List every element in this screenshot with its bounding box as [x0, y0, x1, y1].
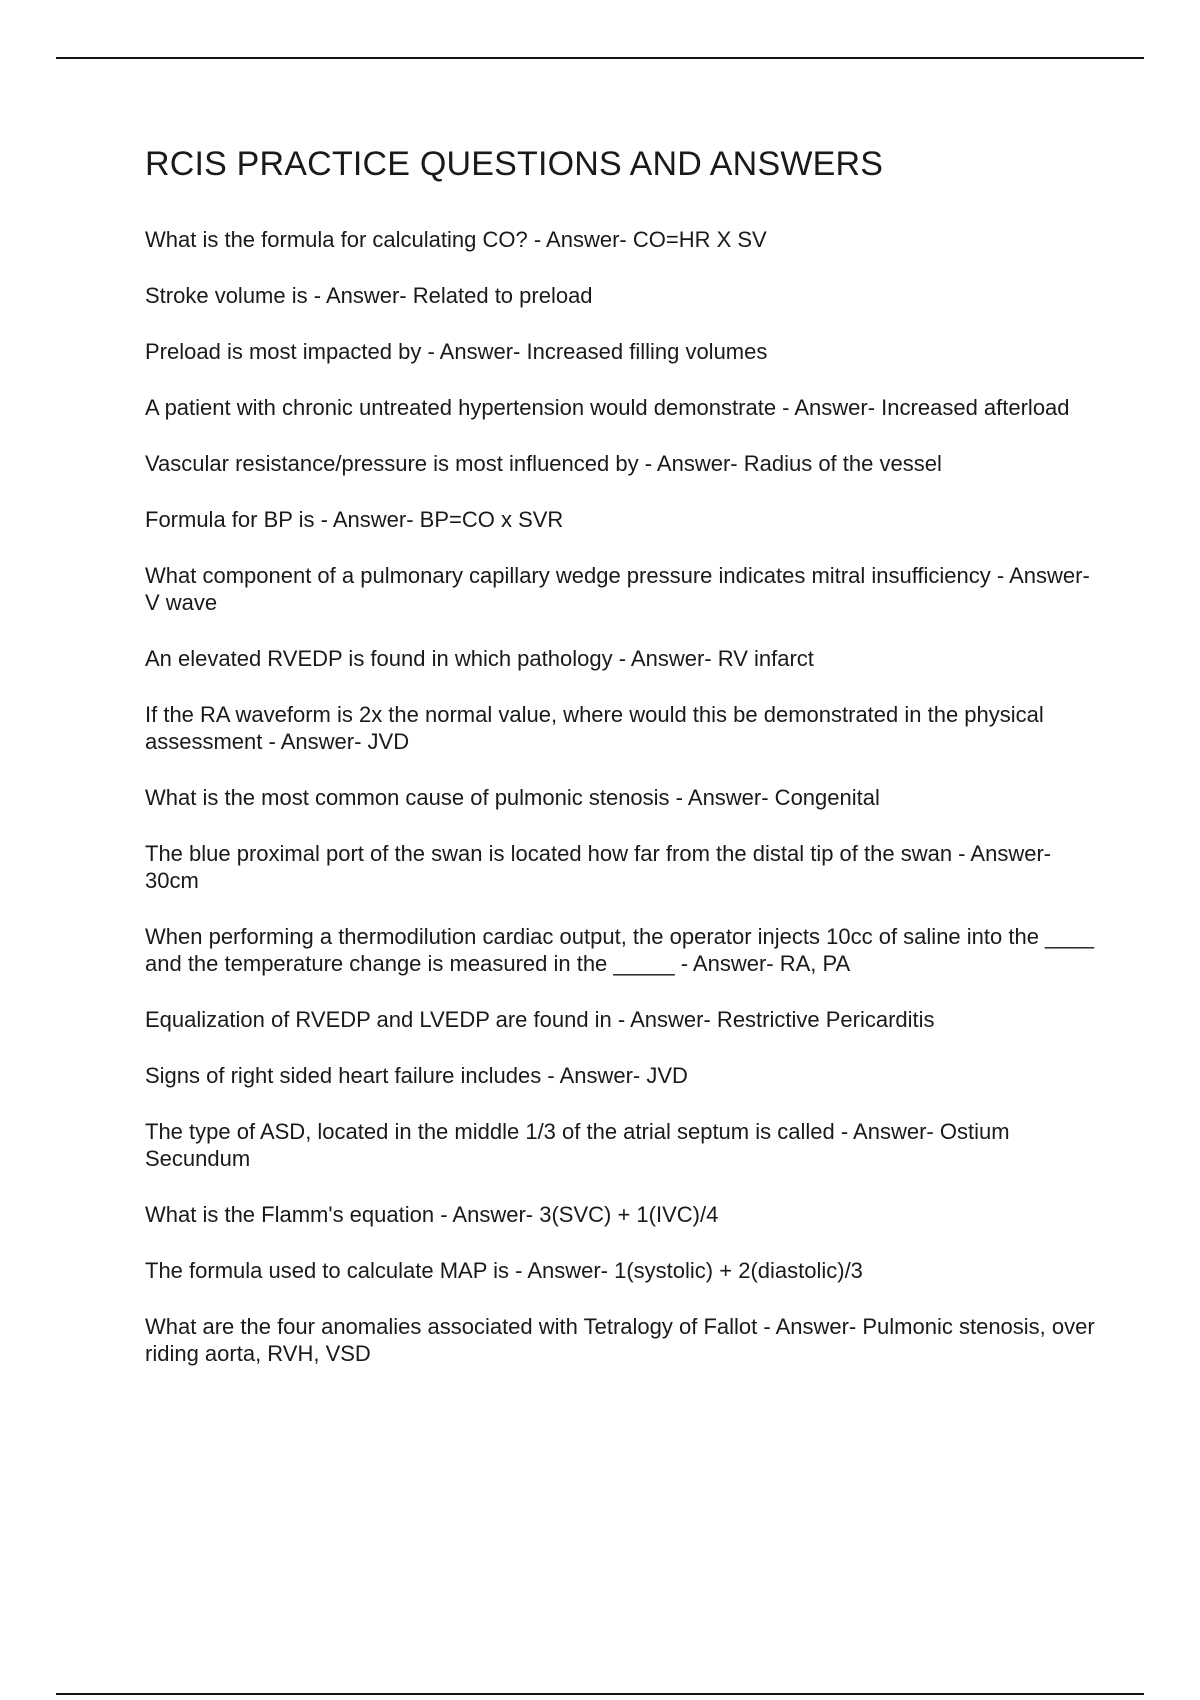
- qa-item: The formula used to calculate MAP is - Answer- 1(systolic) + 2(diastolic)/3: [145, 1258, 863, 1283]
- qa-item: Signs of right sided heart failure includes - Answer- JVD: [145, 1063, 688, 1088]
- qa-item: If the RA waveform is 2x the normal value, where would this be demonstrated in the physical assessment - Answer- JVD: [145, 702, 1044, 754]
- qa-item: What are the four anomalies associated with Tetralogy of Fallot - Answer- Pulmonic stenosis, over riding aorta, RVH, VSD: [145, 1314, 1095, 1366]
- qa-list: [145, 226, 1095, 1367]
- qa-item: What is the Flamm's equation - Answer- 3(SVC) + 1(IVC)/4: [145, 1202, 719, 1227]
- qa-item: The blue proximal port of the swan is located how far from the distal tip of the swan - Answer- 30cm: [145, 841, 1052, 893]
- qa-item: Equalization of RVEDP and LVEDP are found in - Answer- Restrictive Pericarditis: [145, 1007, 935, 1032]
- qa-item: A patient with chronic untreated hypertension would demonstrate - Answer- Increased afterload: [145, 395, 1070, 420]
- qa-item: An elevated RVEDP is found in which pathology - Answer- RV infarct: [145, 646, 814, 671]
- qa-item: What component of a pulmonary capillary wedge pressure indicates mitral insufficiency - Answer- V wave: [145, 563, 1090, 615]
- document-body: [145, 140, 1095, 1396]
- qa-item: Stroke volume is - Answer- Related to preload: [145, 283, 593, 308]
- qa-item: Vascular resistance/pressure is most influenced by - Answer- Radius of the vessel: [145, 451, 942, 476]
- bottom-divider: [56, 1693, 1144, 1695]
- qa-item: Formula for BP is - Answer- BP=CO x SVR: [145, 507, 564, 532]
- qa-item: When performing a thermodilution cardiac output, the operator injects 10cc of saline into the ____ and the temperature change is measured in the _____ - Answer- RA, PA: [145, 924, 1094, 976]
- top-divider: [56, 57, 1144, 59]
- qa-item: What is the most common cause of pulmonic stenosis - Answer- Congenital: [145, 785, 880, 810]
- qa-item: What is the formula for calculating CO? - Answer- CO=HR X SV: [145, 227, 767, 252]
- qa-item: The type of ASD, located in the middle 1/3 of the atrial septum is called - Answer- Ostium Secundum: [145, 1119, 1010, 1171]
- document-title: RCIS PRACTICE QUESTIONS AND ANSWERS: [145, 145, 884, 183]
- qa-item: Preload is most impacted by - Answer- Increased filling volumes: [145, 339, 768, 364]
